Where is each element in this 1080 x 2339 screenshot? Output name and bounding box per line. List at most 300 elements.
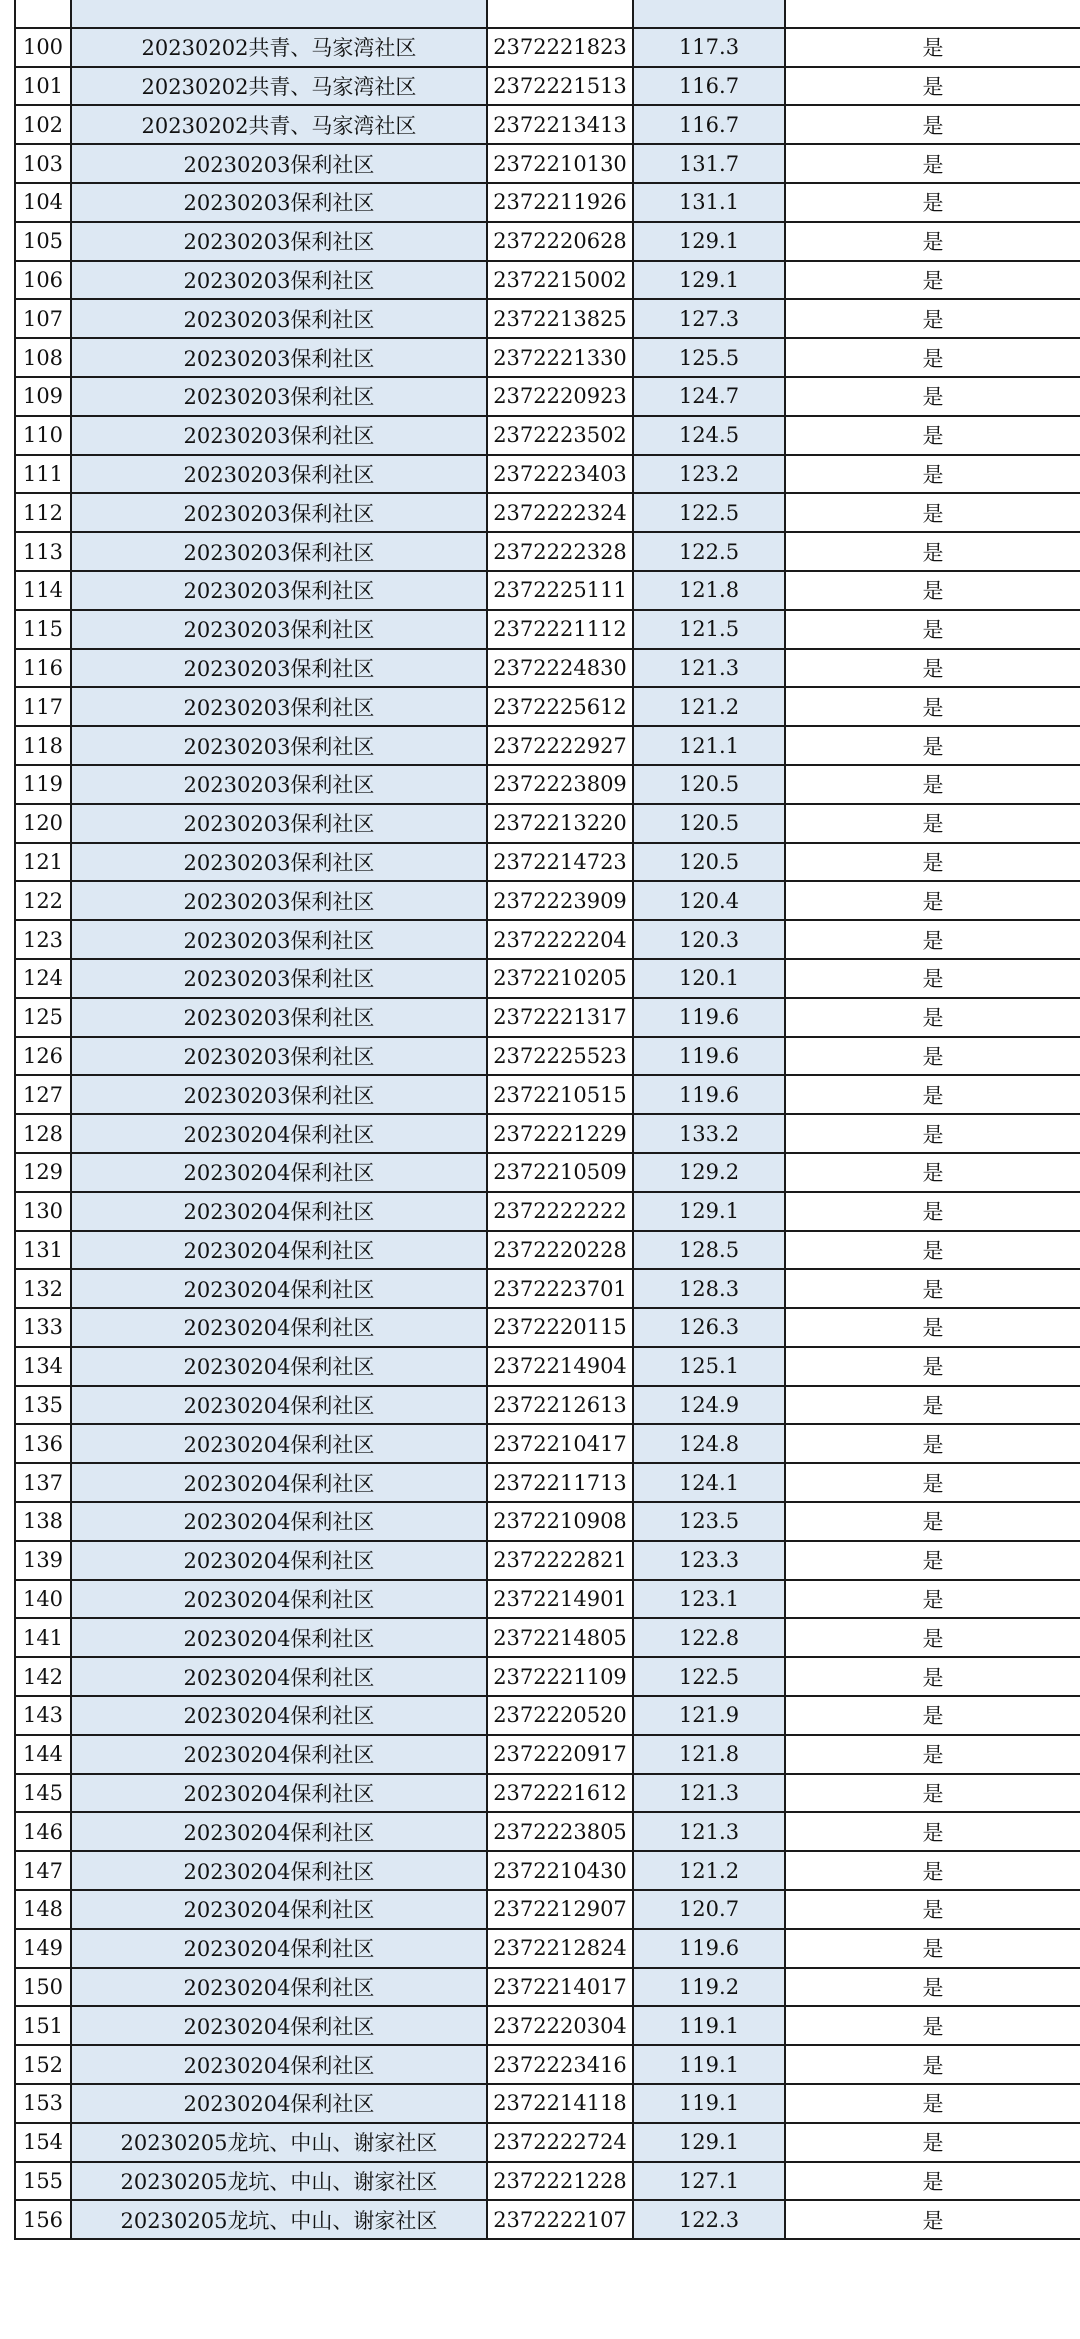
qualified-flag-cell: 是 xyxy=(785,1541,1080,1580)
exam-group-cell: 20230203保利社区 xyxy=(71,959,487,998)
row-number-cell: 121 xyxy=(15,843,71,882)
row-number-cell: 155 xyxy=(15,2162,71,2201)
candidate-id-cell: 2372222204 xyxy=(487,920,633,959)
exam-group-cell: 20230204保利社区 xyxy=(71,1114,487,1153)
table-row xyxy=(15,144,1080,183)
candidate-id-cell: 2372225612 xyxy=(487,687,633,726)
table-row xyxy=(15,261,1080,300)
row-number-cell: 150 xyxy=(15,1968,71,2007)
qualified-flag-cell: 是 xyxy=(785,1463,1080,1502)
row-number-cell: 147 xyxy=(15,1851,71,1890)
score-cell: 122.3 xyxy=(633,2200,785,2239)
exam-group-cell: 20230204保利社区 xyxy=(71,1153,487,1192)
exam-group-cell: 20230205龙坑、中山、谢家社区 xyxy=(71,2162,487,2201)
score-cell: 119.6 xyxy=(633,1929,785,1968)
table-row xyxy=(15,687,1080,726)
qualified-flag-cell: 是 xyxy=(785,105,1080,144)
table-row xyxy=(15,67,1080,106)
table-row xyxy=(15,765,1080,804)
row-number-cell: 110 xyxy=(15,416,71,455)
score-cell: 122.8 xyxy=(633,1618,785,1657)
candidate-id-cell: 2372214901 xyxy=(487,1580,633,1619)
row-number-cell: 141 xyxy=(15,1618,71,1657)
candidate-id-cell: 2372210509 xyxy=(487,1153,633,1192)
qualified-flag-cell: 是 xyxy=(785,1075,1080,1114)
exam-group-cell: 20230203保利社区 xyxy=(71,416,487,455)
score-cell: 123.5 xyxy=(633,1502,785,1541)
score-cell: 124.8 xyxy=(633,1424,785,1463)
score-cell: 119.6 xyxy=(633,1037,785,1076)
qualified-flag-cell: 是 xyxy=(785,1037,1080,1076)
candidate-id-cell: 2372222927 xyxy=(487,726,633,765)
table-row xyxy=(15,1502,1080,1541)
exam-group-cell: 20230203保利社区 xyxy=(71,881,487,920)
qualified-flag-cell: 是 xyxy=(785,67,1080,106)
exam-group-cell: 20230204保利社区 xyxy=(71,1929,487,1968)
row-number-cell: 113 xyxy=(15,532,71,571)
qualified-flag-cell: 是 xyxy=(785,1812,1080,1851)
qualified-flag-cell: 是 xyxy=(785,2162,1080,2201)
row-number-cell: 153 xyxy=(15,2084,71,2123)
candidate-id-cell: 2372223909 xyxy=(487,881,633,920)
exam-group-cell: 20230203保利社区 xyxy=(71,726,487,765)
qualified-flag-cell: 是 xyxy=(785,183,1080,222)
row-number-cell: 117 xyxy=(15,687,71,726)
candidate-id-cell: 2372223805 xyxy=(487,1812,633,1851)
score-cell: 129.1 xyxy=(633,222,785,261)
candidate-id-cell: 2372222328 xyxy=(487,532,633,571)
exam-group-cell: 20230203保利社区 xyxy=(71,455,487,494)
score-cell: 122.5 xyxy=(633,493,785,532)
results-table xyxy=(14,0,1080,2240)
row-number-cell: 109 xyxy=(15,377,71,416)
table-row xyxy=(15,1735,1080,1774)
qualified-flag-cell: 是 xyxy=(785,1890,1080,1929)
exam-group-cell: 20230203保利社区 xyxy=(71,1075,487,1114)
table-row xyxy=(15,2200,1080,2239)
score-cell: 124.1 xyxy=(633,1463,785,1502)
exam-group-cell: 20230204保利社区 xyxy=(71,1386,487,1425)
score-cell: 129.1 xyxy=(633,1192,785,1231)
table-row xyxy=(15,920,1080,959)
qualified-flag-cell: 是 xyxy=(785,2123,1080,2162)
row-number-cell: 122 xyxy=(15,881,71,920)
row-number-cell: 140 xyxy=(15,1580,71,1619)
table-row xyxy=(15,1696,1080,1735)
qualified-flag-cell: 是 xyxy=(785,1114,1080,1153)
exam-group-cell: 20230202共青、马家湾社区 xyxy=(71,28,487,67)
table-row xyxy=(15,0,1080,28)
table-row xyxy=(15,1968,1080,2007)
exam-group-cell: 20230204保利社区 xyxy=(71,1231,487,1270)
exam-group-cell: 20230203保利社区 xyxy=(71,1037,487,1076)
table-row xyxy=(15,1812,1080,1851)
row-number-cell: 142 xyxy=(15,1657,71,1696)
qualified-flag-cell: 是 xyxy=(785,1580,1080,1619)
row-number-cell: 101 xyxy=(15,67,71,106)
table-row xyxy=(15,2123,1080,2162)
exam-group-cell: 20230203保利社区 xyxy=(71,998,487,1037)
row-number-cell: 154 xyxy=(15,2123,71,2162)
candidate-id-cell: 2372222821 xyxy=(487,1541,633,1580)
score-cell: 124.7 xyxy=(633,377,785,416)
table-row xyxy=(15,1463,1080,1502)
table-row xyxy=(15,998,1080,1037)
qualified-flag-cell: 是 xyxy=(785,299,1080,338)
candidate-id-cell: 2372224830 xyxy=(487,649,633,688)
exam-group-cell: 20230203保利社区 xyxy=(71,493,487,532)
exam-group-cell: 20230203保利社区 xyxy=(71,222,487,261)
candidate-id-cell: 2372211713 xyxy=(487,1463,633,1502)
row-number-cell: 114 xyxy=(15,571,71,610)
score-cell: 119.6 xyxy=(633,1075,785,1114)
candidate-id-cell: 2372223701 xyxy=(487,1269,633,1308)
row-number-cell: 104 xyxy=(15,183,71,222)
exam-group-cell: 20230204保利社区 xyxy=(71,1502,487,1541)
candidate-id-cell: 2372221109 xyxy=(487,1657,633,1696)
exam-group-cell: 20230203保利社区 xyxy=(71,843,487,882)
exam-group-cell: 20230205龙坑、中山、谢家社区 xyxy=(71,2123,487,2162)
score-cell: 121.9 xyxy=(633,1696,785,1735)
row-number-cell: 105 xyxy=(15,222,71,261)
table-row xyxy=(15,1929,1080,1968)
table-row xyxy=(15,1269,1080,1308)
candidate-id-cell: 2372210908 xyxy=(487,1502,633,1541)
qualified-flag-cell xyxy=(785,0,1080,28)
row-number-cell: 112 xyxy=(15,493,71,532)
qualified-flag-cell: 是 xyxy=(785,2045,1080,2084)
exam-group-cell: 20230203保利社区 xyxy=(71,765,487,804)
table-row xyxy=(15,1890,1080,1929)
candidate-id-cell: 2372222724 xyxy=(487,2123,633,2162)
row-number-cell: 151 xyxy=(15,2006,71,2045)
qualified-flag-cell: 是 xyxy=(785,765,1080,804)
row-number-cell: 138 xyxy=(15,1502,71,1541)
qualified-flag-cell: 是 xyxy=(785,338,1080,377)
row-number-cell: 118 xyxy=(15,726,71,765)
candidate-id-cell: 2372221513 xyxy=(487,67,633,106)
score-cell: 125.5 xyxy=(633,338,785,377)
score-cell: 117.3 xyxy=(633,28,785,67)
score-cell: 128.3 xyxy=(633,1269,785,1308)
qualified-flag-cell: 是 xyxy=(785,1386,1080,1425)
qualified-flag-cell: 是 xyxy=(785,377,1080,416)
score-cell: 116.7 xyxy=(633,105,785,144)
row-number-cell: 103 xyxy=(15,144,71,183)
row-number-cell: 124 xyxy=(15,959,71,998)
row-number-cell: 136 xyxy=(15,1424,71,1463)
candidate-id-cell: 2372212613 xyxy=(487,1386,633,1425)
candidate-id-cell: 2372223416 xyxy=(487,2045,633,2084)
score-cell: 123.3 xyxy=(633,1541,785,1580)
qualified-flag-cell: 是 xyxy=(785,649,1080,688)
table-row xyxy=(15,649,1080,688)
candidate-id-cell: 2372225523 xyxy=(487,1037,633,1076)
table-row xyxy=(15,222,1080,261)
table-row xyxy=(15,1192,1080,1231)
qualified-flag-cell: 是 xyxy=(785,2084,1080,2123)
score-cell: 120.4 xyxy=(633,881,785,920)
exam-group-cell: 20230204保利社区 xyxy=(71,1618,487,1657)
qualified-flag-cell: 是 xyxy=(785,843,1080,882)
qualified-flag-cell: 是 xyxy=(785,1657,1080,1696)
table-row xyxy=(15,1231,1080,1270)
candidate-id-cell: 2372221317 xyxy=(487,998,633,1037)
score-cell: 129.2 xyxy=(633,1153,785,1192)
score-cell: 133.2 xyxy=(633,1114,785,1153)
table-row xyxy=(15,959,1080,998)
exam-group-cell: 20230204保利社区 xyxy=(71,1735,487,1774)
candidate-id-cell: 2372220115 xyxy=(487,1308,633,1347)
table-row xyxy=(15,1386,1080,1425)
exam-group-cell: 20230204保利社区 xyxy=(71,1541,487,1580)
candidate-id-cell: 2372220917 xyxy=(487,1735,633,1774)
exam-group-cell: 20230203保利社区 xyxy=(71,687,487,726)
candidate-id-cell: 2372213413 xyxy=(487,105,633,144)
score-cell: 127.1 xyxy=(633,2162,785,2201)
exam-group-cell: 20230203保利社区 xyxy=(71,338,487,377)
row-number-cell: 102 xyxy=(15,105,71,144)
exam-group-cell: 20230204保利社区 xyxy=(71,1657,487,1696)
row-number-cell: 143 xyxy=(15,1696,71,1735)
table-row xyxy=(15,610,1080,649)
score-cell: 125.1 xyxy=(633,1347,785,1386)
exam-group-cell: 20230203保利社区 xyxy=(71,804,487,843)
row-number-cell: 134 xyxy=(15,1347,71,1386)
row-number-cell: 128 xyxy=(15,1114,71,1153)
score-cell: 119.1 xyxy=(633,2084,785,2123)
exam-group-cell: 20230202共青、马家湾社区 xyxy=(71,67,487,106)
qualified-flag-cell: 是 xyxy=(785,881,1080,920)
table-row xyxy=(15,1037,1080,1076)
score-cell: 127.3 xyxy=(633,299,785,338)
candidate-id-cell: 2372222324 xyxy=(487,493,633,532)
qualified-flag-cell: 是 xyxy=(785,222,1080,261)
score-cell: 116.7 xyxy=(633,67,785,106)
table-row xyxy=(15,1657,1080,1696)
score-cell: 121.3 xyxy=(633,1812,785,1851)
qualified-flag-cell: 是 xyxy=(785,28,1080,67)
table-row xyxy=(15,1774,1080,1813)
row-number-cell: 123 xyxy=(15,920,71,959)
exam-group-cell: 20230204保利社区 xyxy=(71,1812,487,1851)
table-row xyxy=(15,1541,1080,1580)
qualified-flag-cell: 是 xyxy=(785,610,1080,649)
score-cell: 120.5 xyxy=(633,843,785,882)
exam-group-cell: 20230204保利社区 xyxy=(71,2006,487,2045)
candidate-id-cell: 2372213825 xyxy=(487,299,633,338)
table-row xyxy=(15,1618,1080,1657)
exam-group-cell: 20230203保利社区 xyxy=(71,183,487,222)
table-row xyxy=(15,881,1080,920)
table-row xyxy=(15,338,1080,377)
row-number-cell: 100 xyxy=(15,28,71,67)
row-number-cell xyxy=(15,0,71,28)
score-cell: 131.7 xyxy=(633,144,785,183)
qualified-flag-cell: 是 xyxy=(785,726,1080,765)
exam-group-cell: 20230204保利社区 xyxy=(71,1851,487,1890)
row-number-cell: 149 xyxy=(15,1929,71,1968)
score-cell: 121.5 xyxy=(633,610,785,649)
table-row xyxy=(15,804,1080,843)
qualified-flag-cell: 是 xyxy=(785,1618,1080,1657)
row-number-cell: 144 xyxy=(15,1735,71,1774)
qualified-flag-cell: 是 xyxy=(785,2200,1080,2239)
exam-group-cell: 20230204保利社区 xyxy=(71,1463,487,1502)
qualified-flag-cell: 是 xyxy=(785,1774,1080,1813)
qualified-flag-cell: 是 xyxy=(785,1153,1080,1192)
score-cell: 121.8 xyxy=(633,571,785,610)
score-cell: 121.2 xyxy=(633,687,785,726)
row-number-cell: 148 xyxy=(15,1890,71,1929)
row-number-cell: 129 xyxy=(15,1153,71,1192)
candidate-id-cell: 2372221330 xyxy=(487,338,633,377)
table-row xyxy=(15,1075,1080,1114)
row-number-cell: 130 xyxy=(15,1192,71,1231)
candidate-id-cell xyxy=(487,0,633,28)
candidate-id-cell: 2372214118 xyxy=(487,2084,633,2123)
table-row xyxy=(15,1851,1080,1890)
table-row xyxy=(15,377,1080,416)
table-row xyxy=(15,455,1080,494)
exam-group-cell: 20230203保利社区 xyxy=(71,299,487,338)
candidate-id-cell: 2372221612 xyxy=(487,1774,633,1813)
score-cell: 124.5 xyxy=(633,416,785,455)
table-row xyxy=(15,2045,1080,2084)
exam-group-cell: 20230203保利社区 xyxy=(71,144,487,183)
exam-group-cell: 20230203保利社区 xyxy=(71,571,487,610)
candidate-id-cell: 2372221112 xyxy=(487,610,633,649)
row-number-cell: 107 xyxy=(15,299,71,338)
exam-group-cell: 20230203保利社区 xyxy=(71,261,487,300)
score-cell: 119.2 xyxy=(633,1968,785,2007)
exam-group-cell: 20230204保利社区 xyxy=(71,2045,487,2084)
qualified-flag-cell: 是 xyxy=(785,144,1080,183)
qualified-flag-cell: 是 xyxy=(785,261,1080,300)
exam-group-cell: 20230204保利社区 xyxy=(71,2084,487,2123)
table-row xyxy=(15,28,1080,67)
row-number-cell: 146 xyxy=(15,1812,71,1851)
row-number-cell: 145 xyxy=(15,1774,71,1813)
table-row xyxy=(15,1308,1080,1347)
row-number-cell: 108 xyxy=(15,338,71,377)
qualified-flag-cell: 是 xyxy=(785,455,1080,494)
candidate-id-cell: 2372212907 xyxy=(487,1890,633,1929)
candidate-id-cell: 2372222222 xyxy=(487,1192,633,1231)
score-cell: 128.5 xyxy=(633,1231,785,1270)
candidate-id-cell: 2372210130 xyxy=(487,144,633,183)
row-number-cell: 111 xyxy=(15,455,71,494)
qualified-flag-cell: 是 xyxy=(785,1502,1080,1541)
table-row xyxy=(15,1347,1080,1386)
score-cell: 120.5 xyxy=(633,765,785,804)
row-number-cell: 137 xyxy=(15,1463,71,1502)
candidate-id-cell: 2372214904 xyxy=(487,1347,633,1386)
row-number-cell: 119 xyxy=(15,765,71,804)
qualified-flag-cell: 是 xyxy=(785,1735,1080,1774)
table-row xyxy=(15,532,1080,571)
candidate-id-cell: 2372214723 xyxy=(487,843,633,882)
candidate-id-cell: 2372223502 xyxy=(487,416,633,455)
row-number-cell: 156 xyxy=(15,2200,71,2239)
score-cell xyxy=(633,0,785,28)
exam-group-cell xyxy=(71,0,487,28)
row-number-cell: 135 xyxy=(15,1386,71,1425)
qualified-flag-cell: 是 xyxy=(785,1269,1080,1308)
score-cell: 121.2 xyxy=(633,1851,785,1890)
exam-group-cell: 20230204保利社区 xyxy=(71,1269,487,1308)
qualified-flag-cell: 是 xyxy=(785,1231,1080,1270)
table-row xyxy=(15,416,1080,455)
table-row xyxy=(15,105,1080,144)
table-row xyxy=(15,2162,1080,2201)
score-cell: 124.9 xyxy=(633,1386,785,1425)
row-number-cell: 116 xyxy=(15,649,71,688)
table-row xyxy=(15,726,1080,765)
score-cell: 119.6 xyxy=(633,998,785,1037)
qualified-flag-cell: 是 xyxy=(785,1968,1080,2007)
score-cell: 120.3 xyxy=(633,920,785,959)
row-number-cell: 106 xyxy=(15,261,71,300)
score-cell: 131.1 xyxy=(633,183,785,222)
candidate-id-cell: 2372220520 xyxy=(487,1696,633,1735)
table-row xyxy=(15,843,1080,882)
candidate-id-cell: 2372210205 xyxy=(487,959,633,998)
qualified-flag-cell: 是 xyxy=(785,687,1080,726)
qualified-flag-cell: 是 xyxy=(785,1851,1080,1890)
score-cell: 122.5 xyxy=(633,532,785,571)
score-cell: 120.5 xyxy=(633,804,785,843)
row-number-cell: 126 xyxy=(15,1037,71,1076)
table-row xyxy=(15,183,1080,222)
candidate-id-cell: 2372215002 xyxy=(487,261,633,300)
row-number-cell: 120 xyxy=(15,804,71,843)
table-row xyxy=(15,1153,1080,1192)
qualified-flag-cell: 是 xyxy=(785,493,1080,532)
qualified-flag-cell: 是 xyxy=(785,998,1080,1037)
score-cell: 119.1 xyxy=(633,2006,785,2045)
candidate-id-cell: 2372210515 xyxy=(487,1075,633,1114)
results-table-body xyxy=(15,0,1080,2239)
qualified-flag-cell: 是 xyxy=(785,1308,1080,1347)
score-cell: 123.2 xyxy=(633,455,785,494)
exam-group-cell: 20230203保利社区 xyxy=(71,532,487,571)
score-cell: 121.8 xyxy=(633,1735,785,1774)
qualified-flag-cell: 是 xyxy=(785,1347,1080,1386)
exam-group-cell: 20230204保利社区 xyxy=(71,1347,487,1386)
score-cell: 120.7 xyxy=(633,1890,785,1929)
exam-group-cell: 20230204保利社区 xyxy=(71,1308,487,1347)
table-row xyxy=(15,299,1080,338)
exam-group-cell: 20230203保利社区 xyxy=(71,610,487,649)
exam-group-cell: 20230203保利社区 xyxy=(71,377,487,416)
exam-group-cell: 20230204保利社区 xyxy=(71,1424,487,1463)
qualified-flag-cell: 是 xyxy=(785,1192,1080,1231)
qualified-flag-cell: 是 xyxy=(785,959,1080,998)
table-row xyxy=(15,493,1080,532)
qualified-flag-cell: 是 xyxy=(785,1424,1080,1463)
row-number-cell: 115 xyxy=(15,610,71,649)
candidate-id-cell: 2372212824 xyxy=(487,1929,633,1968)
exam-group-cell: 20230202共青、马家湾社区 xyxy=(71,105,487,144)
candidate-id-cell: 2372211926 xyxy=(487,183,633,222)
candidate-id-cell: 2372220923 xyxy=(487,377,633,416)
qualified-flag-cell: 是 xyxy=(785,920,1080,959)
score-cell: 119.1 xyxy=(633,2045,785,2084)
candidate-id-cell: 2372214805 xyxy=(487,1618,633,1657)
qualified-flag-cell: 是 xyxy=(785,416,1080,455)
qualified-flag-cell: 是 xyxy=(785,804,1080,843)
